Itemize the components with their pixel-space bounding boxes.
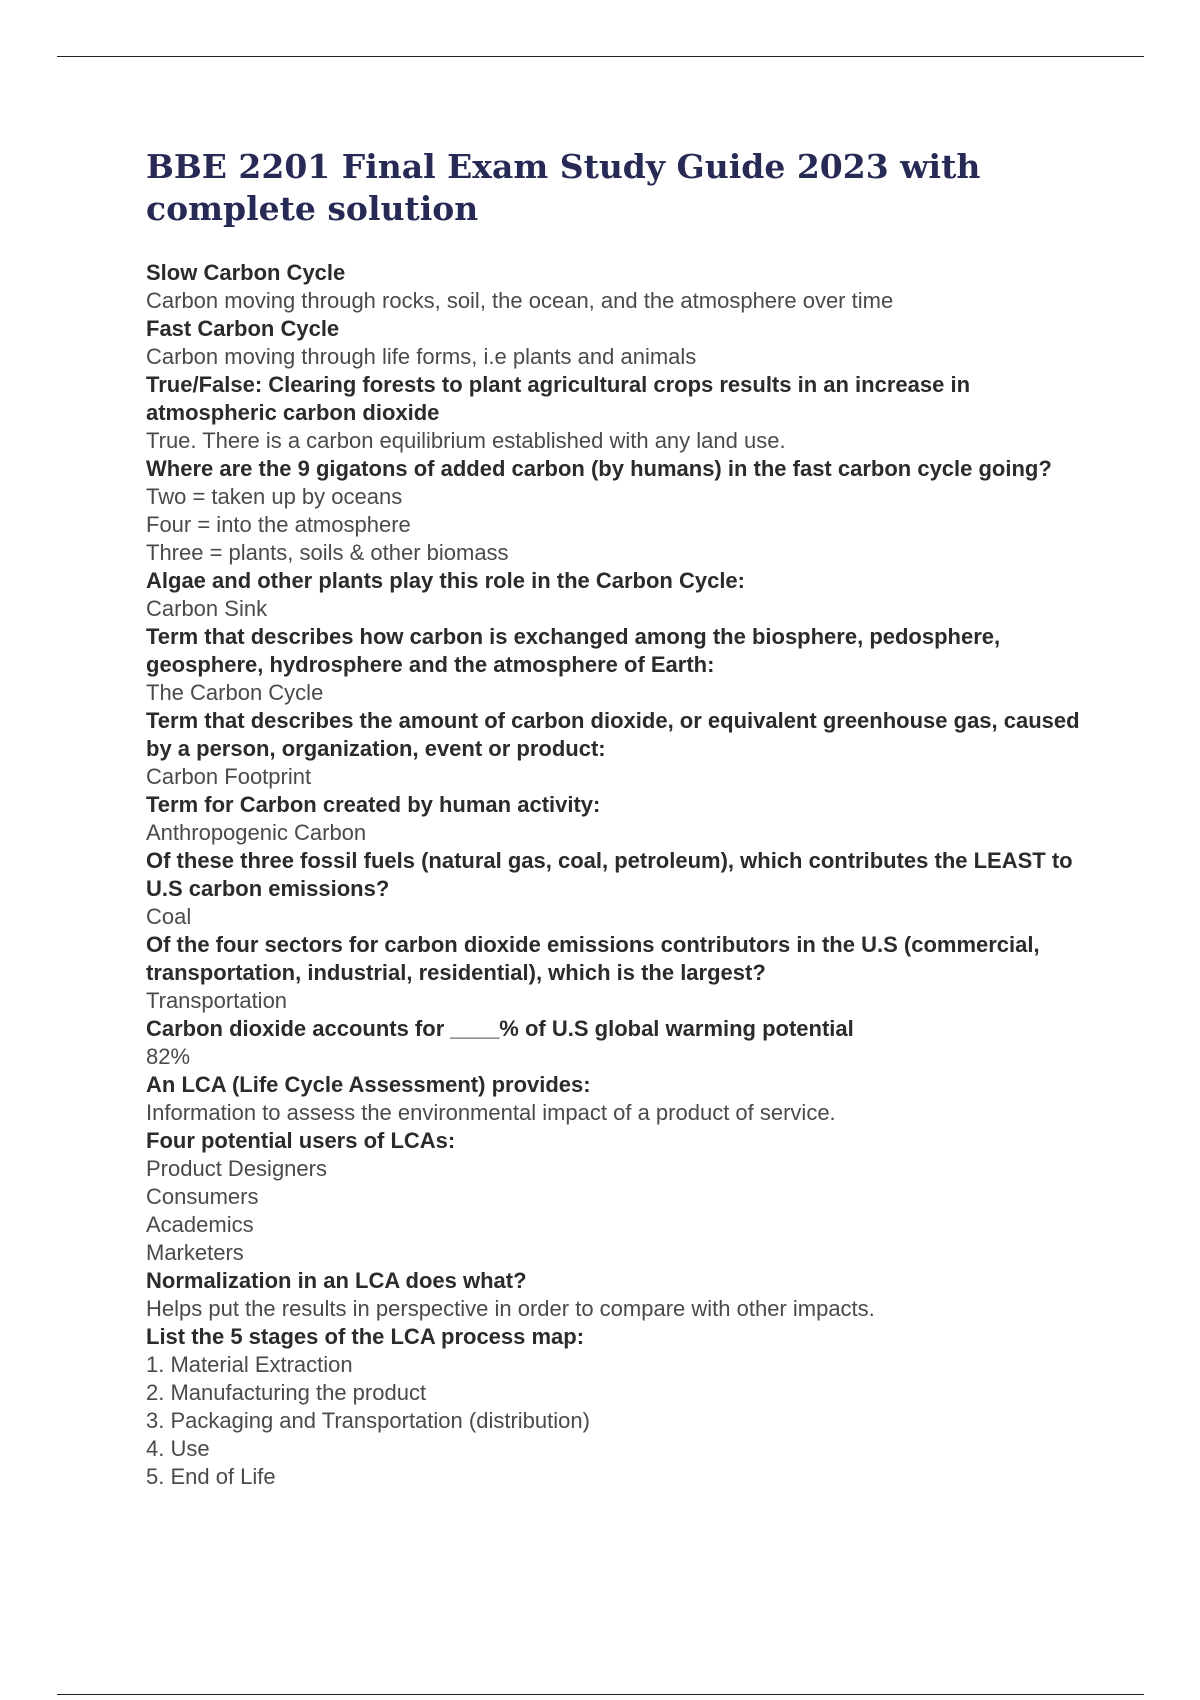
answer-line: Helps put the results in perspective in order to compare with other impacts. (146, 1296, 875, 1321)
qa-item (146, 1127, 1086, 1267)
qa-item (146, 707, 1086, 791)
qa-item (146, 1071, 1086, 1127)
qa-item (146, 931, 1086, 1015)
answer-line: Coal (146, 904, 192, 929)
qa-item (146, 455, 1086, 567)
question: Fast Carbon Cycle (146, 316, 340, 341)
qa-item (146, 847, 1086, 931)
question: Carbon dioxide accounts for ____% of U.S global warming potential (146, 1016, 854, 1041)
answer-line: Carbon Footprint (146, 764, 312, 789)
answer-line: Academics (146, 1212, 254, 1237)
document-title: BBE 2201 Final Exam Study Guide 2023 with complete solution (146, 147, 981, 228)
answer-line: The Carbon Cycle (146, 680, 324, 705)
qa-item (146, 1015, 1086, 1071)
answer-line: Product Designers (146, 1156, 327, 1181)
answer-line: Carbon Sink (146, 596, 268, 621)
qa-item (146, 791, 1086, 847)
top-divider (57, 56, 1144, 57)
answer-line: 2. Manufacturing the product (146, 1380, 427, 1405)
question: Normalization in an LCA does what? (146, 1268, 527, 1293)
answer-line: Anthropogenic Carbon (146, 820, 367, 845)
question: Algae and other plants play this role in the Carbon Cycle: (146, 568, 745, 593)
qa-item (146, 259, 1086, 315)
qa-item (146, 1267, 1086, 1323)
qa-item (146, 567, 1086, 623)
answer-line: Three = plants, soils & other biomass (146, 540, 509, 565)
answer-line: 3. Packaging and Transportation (distribution) (146, 1408, 590, 1433)
answer-line: True. There is a carbon equilibrium established with any land use. (146, 428, 786, 453)
question: An LCA (Life Cycle Assessment) provides: (146, 1072, 591, 1097)
bottom-divider (57, 1694, 1144, 1695)
answer-line: Carbon moving through life forms, i.e plants and animals (146, 344, 697, 369)
answer-line: Two = taken up by oceans (146, 484, 403, 509)
answer-line: 5. End of Life (146, 1464, 276, 1489)
answer-line: Marketers (146, 1240, 244, 1265)
question: Of these three fossil fuels (natural gas, coal, petroleum), which contributes the LEAST to U.S carbon emissions? (146, 848, 1073, 901)
answer-line: Consumers (146, 1184, 259, 1209)
answer-line: Carbon moving through rocks, soil, the ocean, and the atmosphere over time (146, 288, 894, 313)
question: Slow Carbon Cycle (146, 260, 346, 285)
qa-item (146, 371, 1086, 455)
answer-line: 1. Material Extraction (146, 1352, 353, 1377)
question: Four potential users of LCAs: (146, 1128, 456, 1153)
question: Of the four sectors for carbon dioxide emissions contributors in the U.S (commercial, transportation, industrial, residential), which is the largest? (146, 932, 1040, 985)
qa-item (146, 1323, 1086, 1491)
answer-line: Transportation (146, 988, 288, 1013)
question: Where are the 9 gigatons of added carbon (by humans) in the fast carbon cycle going? (146, 456, 1052, 481)
question: True/False: Clearing forests to plant agricultural crops results in an increase in atmospheric carbon dioxide (146, 372, 971, 425)
qa-item (146, 623, 1086, 707)
answer-line: 4. Use (146, 1436, 210, 1461)
question: Term that describes how carbon is exchanged among the biosphere, pedosphere, geosphere, hydrosphere and the atmosphere of Earth: (146, 624, 1001, 677)
question: List the 5 stages of the LCA process map: (146, 1324, 585, 1349)
answer-line: Information to assess the environmental impact of a product of service. (146, 1100, 836, 1125)
qa-item (146, 315, 1086, 371)
answer-line: Four = into the atmosphere (146, 512, 411, 537)
question: Term that describes the amount of carbon dioxide, or equivalent greenhouse gas, caused by a person, organization, event or product: (146, 708, 1080, 761)
qa-list (146, 259, 1086, 1491)
answer-line: 82% (146, 1044, 191, 1069)
question: Term for Carbon created by human activity: (146, 792, 601, 817)
